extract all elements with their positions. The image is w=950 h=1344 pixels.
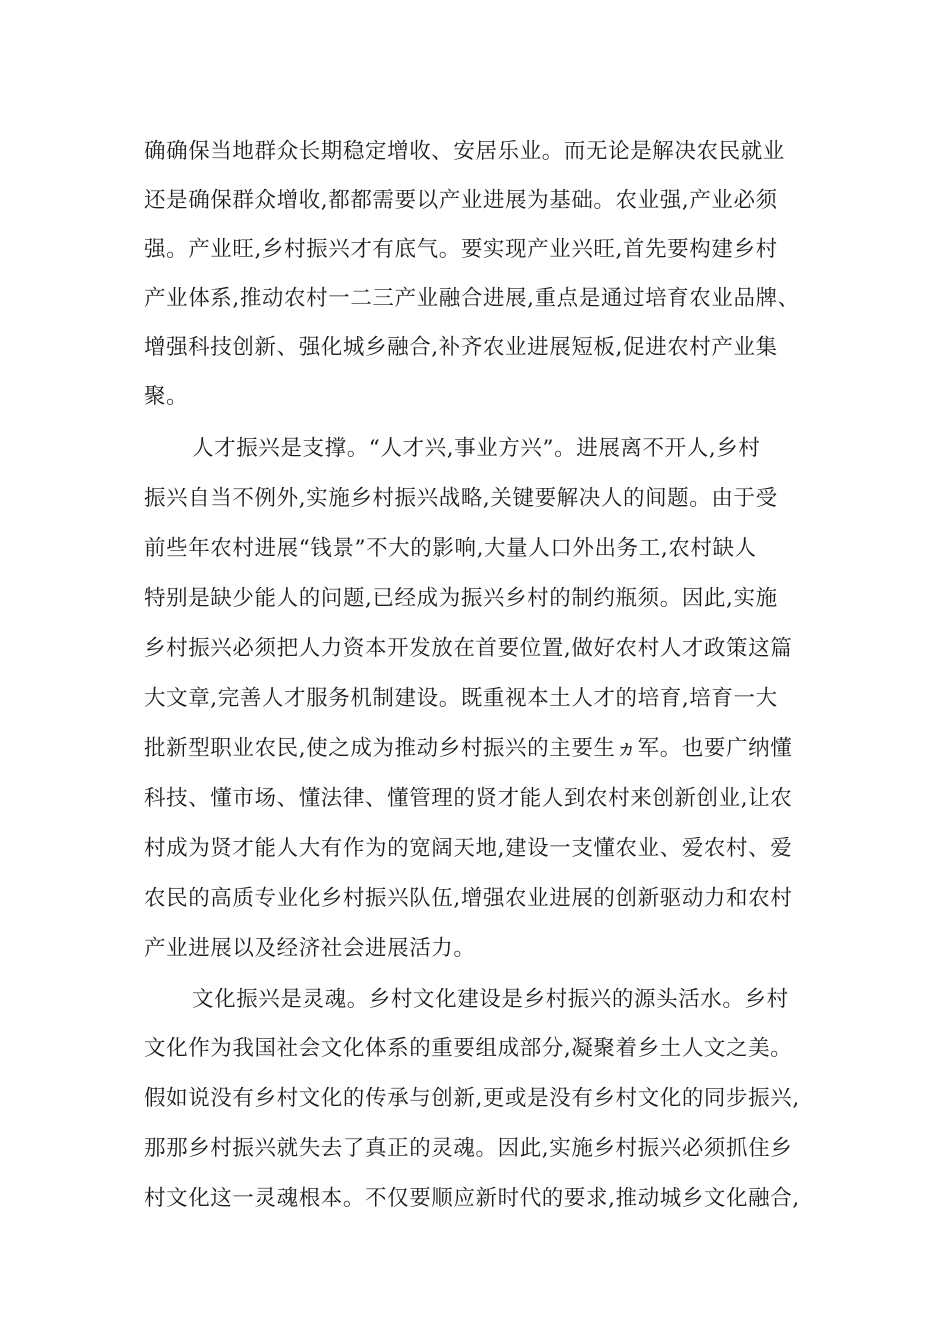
p2-line-6: 大文章,完善人才服务机制建设。既重视本土人才的培育,培育一大 bbox=[144, 686, 778, 711]
p3-line-3: 假如说没有乡村文化的传承与创新,更或是没有乡村文化的同步振兴, bbox=[144, 1086, 800, 1111]
p2-line-9: 村成为贤才能人大有作为的宽阔天地,建设一支懂农业、爱农村、爱 bbox=[144, 836, 793, 861]
p2-line-8: 科技、懂市场、懂法律、懂管理的贤才能人到农村来创新创业,让农 bbox=[144, 786, 793, 811]
p2-line-11: 产业进展以及经济社会进展活力。 bbox=[144, 936, 476, 961]
p3-line-2: 文化作为我国社会文化体系的重要组成部分,凝聚着乡土人文之美。 bbox=[144, 1036, 793, 1061]
p3-line-5: 村文化这一灵魂根本。不仅要顺应新时代的要求,推动城乡文化融合, bbox=[144, 1186, 800, 1211]
p1-line-6: 聚。 bbox=[144, 384, 189, 409]
p1-line-4: 产业体系,推动农村一二三产业融合进展,重点是通过培育农业品牌、 bbox=[144, 286, 800, 311]
p3-line-4: 那那乡村振兴就失去了真正的灵魂。因此,实施乡村振兴必须抓住乡 bbox=[144, 1136, 793, 1161]
p2-line-3: 前些年农村进展“钱景”不大的影响,大量人口外出务工,农村缺人 bbox=[144, 536, 757, 561]
p2-line-5: 乡村振兴必须把人力资本开发放在首要位置,做好农村人才政策这篇 bbox=[144, 636, 793, 661]
p1-line-1: 确确保当地群众长期稳定增收、安居乐业。而无论是解决农民就业 bbox=[144, 139, 785, 164]
p1-line-3: 强。产业旺,乡村振兴才有底气。要实现产业兴旺,首先要构建乡村 bbox=[144, 237, 778, 262]
p1-line-2: 还是确保群众增收,都都需要以产业进展为基础。农业强,产业必须 bbox=[144, 188, 778, 213]
p1-line-5: 增强科技创新、强化城乡融合,补齐农业进展短板,促进农村产业集 bbox=[144, 335, 778, 360]
p2-line-10: 农民的高质专业化乡村振兴队伍,增强农业进展的创新驱动力和农村 bbox=[144, 886, 793, 911]
p2-line-7: 批新型职业农民,使之成为推动乡村振兴的主要生ヵ军。也要广纳懂 bbox=[144, 736, 793, 761]
p2-line-2: 振兴自当不例外,实施乡村振兴战略,关键要解决人的间题。由于受 bbox=[144, 486, 778, 511]
p2-line-4: 特别是缺少能人的问题,已经成为振兴乡村的制约瓶须。因此,实施 bbox=[144, 586, 778, 611]
p2-line-1: 人才振兴是支撑。“人才兴,事业方兴”。进展离不开人,乡村 bbox=[192, 436, 761, 461]
p3-line-1: 文化振兴是灵魂。乡村文化建设是乡村振兴的源头活水。乡村 bbox=[192, 987, 789, 1012]
